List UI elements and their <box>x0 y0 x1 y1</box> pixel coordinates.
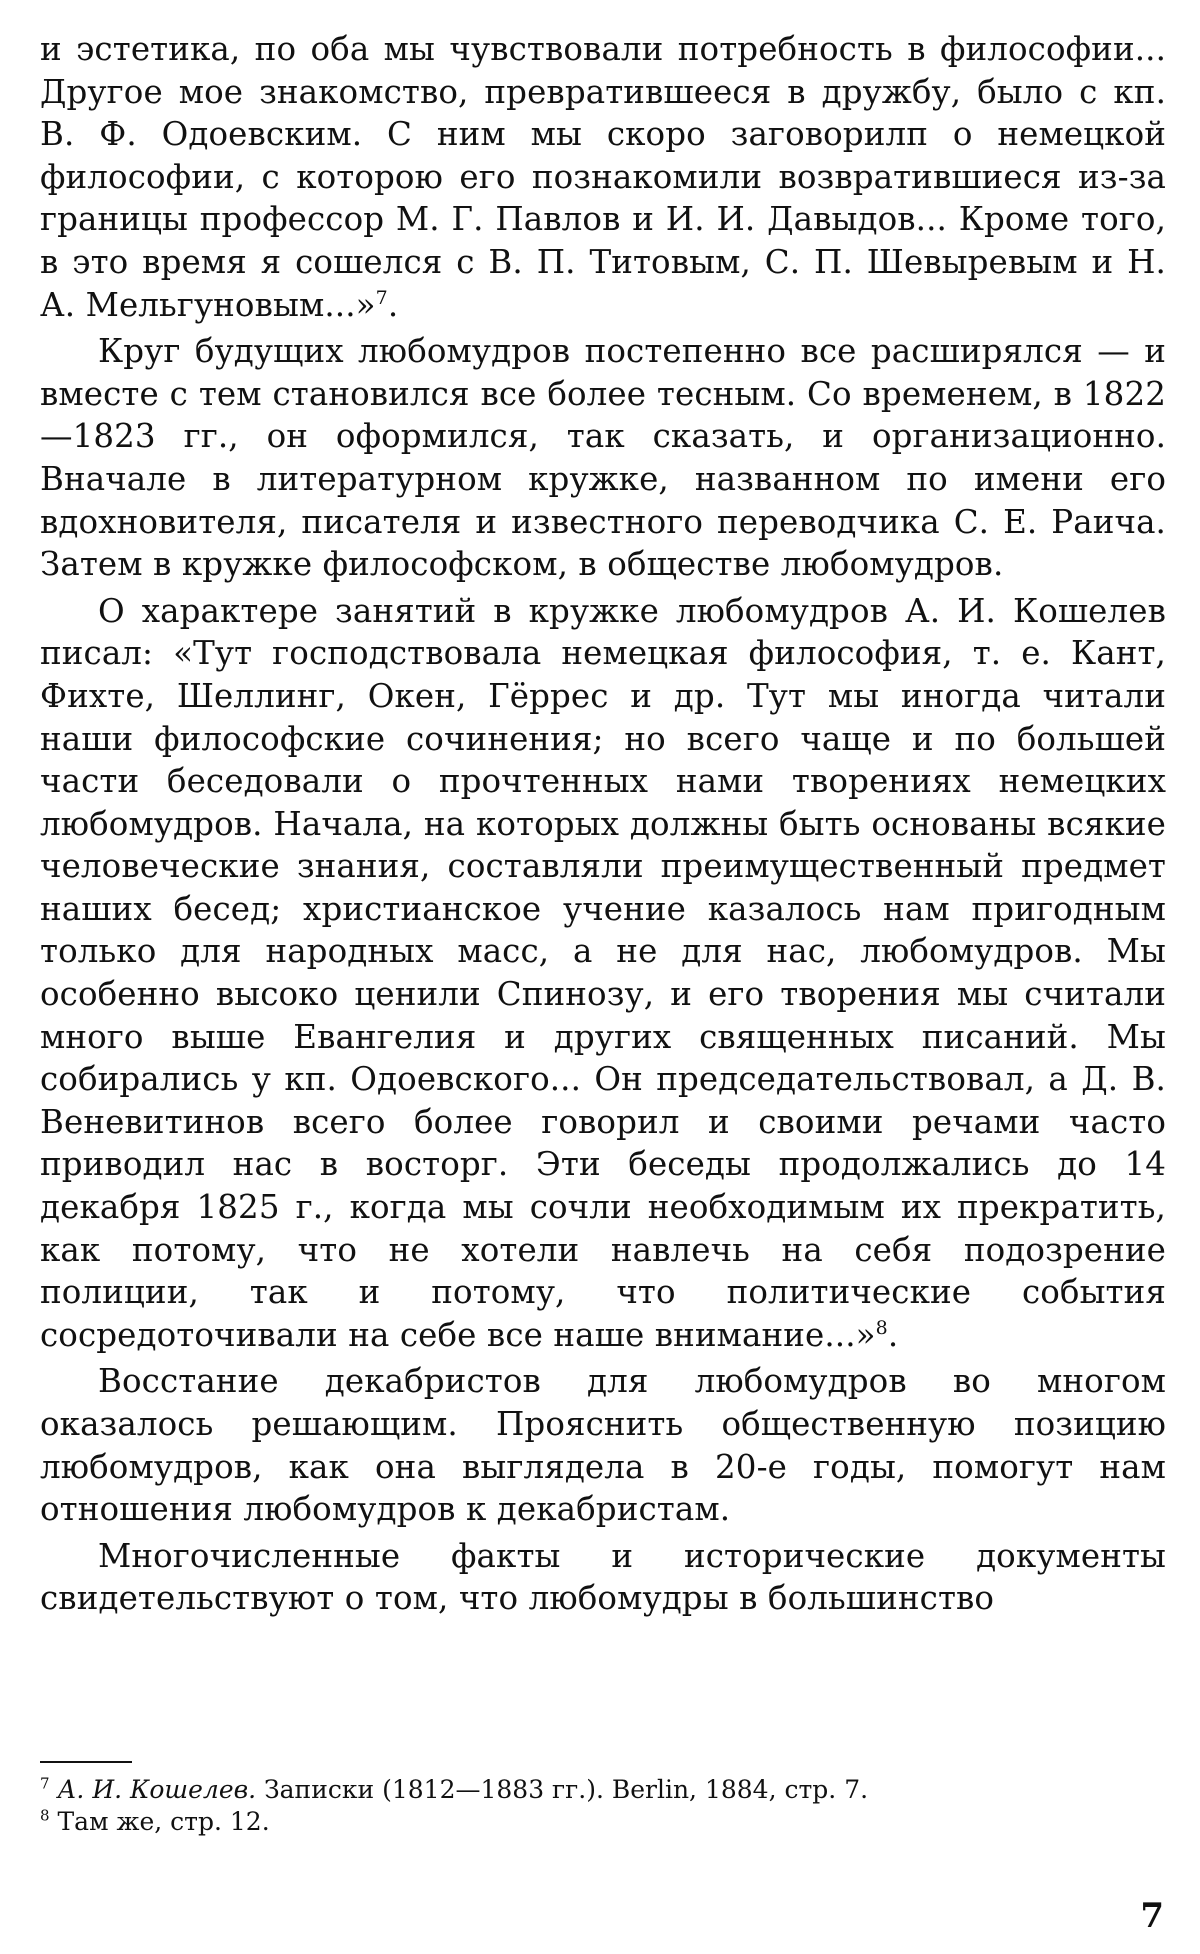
footnote-mark: 7 <box>40 1774 50 1793</box>
paragraph-text: и эстетика, по оба мы чувствовали потребность в философии... Другое мое знакомство, превратившееся в дружбу, было с кп. В. Ф. Одоевским. С ним мы скоро заговорилп о немецкой философии, с которою его познакомили возвратившиеся из-за границы профессор М. Г. Павлов и И. И. Давыдов... Кроме того, в это время я сошелся с В. П. Титовым, С. П. Шевыревым и Н. А. Мельгуновым...» <box>40 30 1166 324</box>
paragraph <box>40 330 1166 586</box>
paragraph-continues <box>40 1535 1166 1620</box>
paragraph-continued: и эстетика, по оба мы чувствовали потребность в философии... Другое мое знакомство, превратившееся в дружбу, было с кп. В. Ф. Одоевским. С ним мы скоро заговорилп о немецкой философии, с которою его познакомили возвратившиеся из-за границы профессор М. Г. Павлов и И. И. Давыдов... Кроме того, в это время я сошелся с В. П. Титовым, С. П. Шевыревым и Н. А. Мельгуновым...»$^7$. <box>40 30 1166 324</box>
paragraph-text: О характере занятий в кружке любомудров А. И. Кошелев писал: «Тут господствовала немецкая философия, т. е. Кант, Фихте, Шеллинг, Окен, Гёррес и др. Тут мы иногда читали наши философские сочинения; но всего чаще и по большей части беседовали о прочтенных нами творениях немецких любомудров. Начала, на которых должны быть основаны всякие человеческие знания, составляли преимущественный предмет наших бесед; христианское учение казалось нам пригодным только для народных масс, а не для нас, любомудров. Мы особенно высоко ценили Спинозу, и его творения мы считали много выше Евангелия и других священных писаний. Мы собирались у кп. Одоевского... Он председательствовал, а Д. В. Веневитинов всего более говорил и своими речами часто приводил нас в восторг. Эти беседы продолжались до 14 декабря 1825 г., когда мы сочли необходимым их прекратить, как потому, что не хотели навлечь на себя подозрение полиции, так и потому, что политические события сосредоточивали на себе все наше внимание...» <box>40 591 1166 1354</box>
footnote-divider <box>40 1761 132 1763</box>
paragraph-text: Восстание декабристов для любомудров во многом оказалось решающим. Прояснить общественную позицию любомудров, как она выглядела в 20-е годы, помогут нам отношения любомудров к декабристам. <box>40 1362 1166 1529</box>
paragraph <box>40 1360 1166 1530</box>
paragraph-text: Многочисленные факты и исторические документы свидетельствуют о том, что любомудры в большинство <box>40 1536 1166 1618</box>
footnote-author: А. И. Кошелев. <box>57 1775 257 1804</box>
footnote-text: Там же, стр. 12. <box>57 1807 270 1836</box>
paragraph: О характере занятий в кружке любомудров А. И. Кошелев писал: «Тут господствовала немецкая философия, т. е. Кант, Фихте, Шеллинг, Окен, Гёррес и др. Тут мы иногда читали наши философские сочинения; но всего чаще и по большей части беседовали о прочтенных нами творениях немецких любомудров. Начала, на которых должны быть основаны всякие человеческие знания, составляли преимущественный предмет наших бесед; христианское учение казалось нам пригодным только для народных масс, а не для нас, любомудров. Мы особенно высоко ценили Спинозу, и его творения мы считали много выше Евангелия и других священных писаний. Мы собирались у кп. Одоевского... Он председательствовал, а Д. В. Веневитинов всего более говорил и своими речами часто приводил нас в восторг. Эти беседы продолжались до 14 декабря 1825 г., когда мы сочли необходимым их прекратить, как потому, что не хотели навлечь на себя подозрение полиции, так и потому, что политические события сосредоточивали на себе все наше внимание...»$^8$. <box>40 591 1166 1354</box>
footnote-ref[interactable]: 8 <box>875 1316 888 1339</box>
footnote-ref[interactable]: 7 <box>375 286 388 309</box>
footnote-text: Записки (1812—1883 гг.). Berlin, 1884, стр. 7. <box>264 1775 869 1804</box>
footnote <box>40 1774 1166 1806</box>
paragraph-text: Круг будущих любомудров постепенно все расширялся — и вместе с тем становился все более тесным. Со временем, в 1822—1823 гг., он оформился, так сказать, и организационно. Вначале в литературном кружке, названном по имени его вдохновителя, писателя и известного переводчика С. Е. Раича. Затем в кружке философском, в обществе любомудров. <box>40 332 1166 584</box>
footnote-mark: 8 <box>40 1806 50 1825</box>
footnotes <box>40 1774 1166 1838</box>
footnote <box>40 1806 1166 1838</box>
page-number: 7 <box>1140 1896 1164 1936</box>
page-body <box>40 28 1166 1620</box>
